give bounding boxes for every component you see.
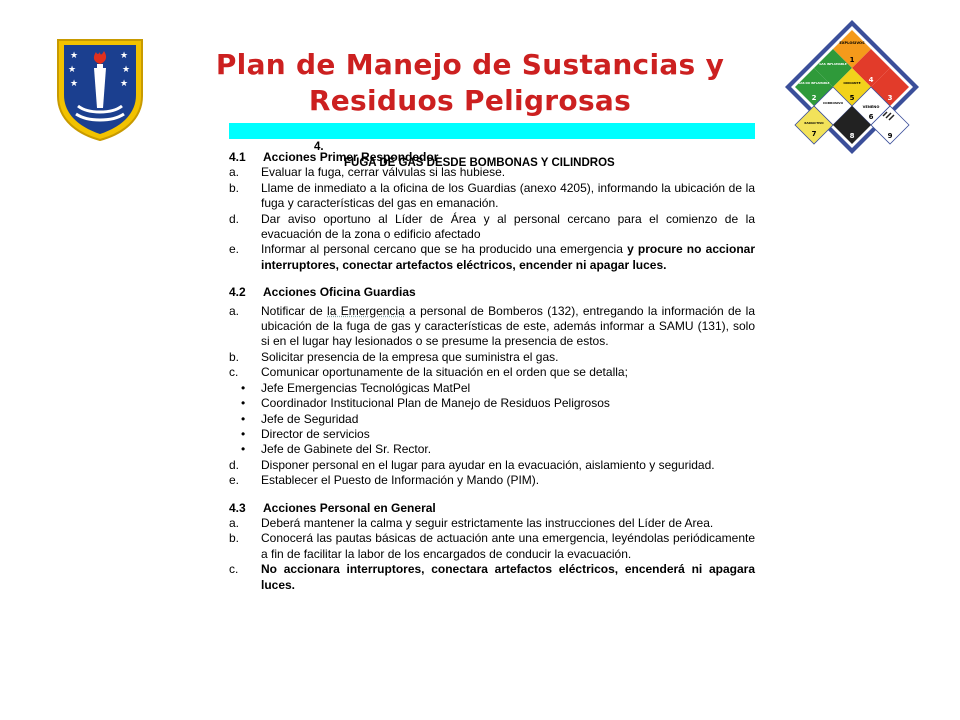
hazmat-label-12: RADIACTIVO — [804, 121, 824, 125]
section-heading-4-3 — [229, 501, 755, 516]
bullet-text: Jefe de Gabinete del Sr. Rector. — [261, 442, 432, 457]
bullet-icon: • — [241, 426, 246, 441]
hazmat-label-10: VENENO — [862, 105, 880, 109]
item-label: c. — [229, 562, 239, 577]
item-text: Evaluar la fuga, cerrar válvulas si las hubiese. — [261, 165, 506, 180]
hazmat-label-3: GAS NO INFLAMABLE — [798, 82, 830, 85]
svg-text:★: ★ — [122, 65, 131, 75]
hazmat-label-1: 1 — [849, 56, 855, 64]
hazmat-label-11: 6 — [868, 113, 874, 121]
bullet-item — [229, 442, 755, 457]
section-heading-4-1 — [229, 150, 755, 165]
item-label: e. — [229, 473, 240, 488]
bullet-text: Coordinador Institucional Plan de Manejo de Residuos Peligrosos — [261, 396, 610, 411]
hazmat-label-5: 4 — [868, 76, 874, 84]
slide-title — [170, 47, 770, 119]
item-label: b. — [229, 180, 240, 195]
bullet-text: Jefe Emergencias Tecnológicas MatPel — [261, 380, 471, 395]
hazmat-label-15: 9 — [887, 132, 893, 140]
item-text: Establecer el Puesto de Información y Mando (PIM). — [261, 473, 540, 488]
section-title: Acciones Primer Respondedor — [263, 150, 439, 164]
section-title: Acciones Personal en General — [263, 500, 436, 515]
slide-title-line-2: Residuos Peligrosas — [308, 84, 632, 117]
item-label: c. — [229, 365, 239, 380]
section-number: 4.2 — [229, 285, 246, 300]
banner-text: FUGA DE GAS DESDE BOMBONAS Y CILINDROS — [344, 157, 615, 169]
item-label: d. — [229, 457, 240, 472]
slide-title-line-1: Plan de Manejo de Sustancias y — [215, 48, 725, 81]
item-text: Solicitar presencia de la empresa que suministra el gas. — [261, 349, 559, 364]
bullet-item — [229, 396, 755, 411]
list-item — [229, 531, 755, 562]
hazmat-label-9: CORROSIVO — [822, 101, 844, 105]
item-text: Disponer personal en el lugar para ayudar en la evacuación, aislamiento y seguridad. — [261, 457, 715, 472]
hazmat-label-8: 5 — [849, 94, 855, 102]
list-item — [229, 165, 755, 180]
svg-text:★: ★ — [70, 51, 79, 61]
item-text: Notificar de — [261, 303, 323, 318]
list-item — [229, 212, 755, 243]
list-item — [229, 516, 755, 531]
bullet-text: Director de servicios — [261, 426, 370, 441]
list-item — [229, 365, 755, 380]
emergencia-link[interactable]: la Emergencia — [327, 303, 405, 318]
bullet-item — [229, 381, 755, 396]
list-item — [229, 473, 755, 488]
banner-number: 4. — [314, 141, 324, 153]
svg-text:★: ★ — [68, 65, 77, 75]
item-text: Dar aviso oportuno al Líder de Área y al personal cercano para el comienzo de la evacuación de la zona o edificio afectado — [261, 211, 755, 242]
item-text: Llame de inmediato a la oficina de los Guardias (anexo 4205), informando la ubicación de la fuga y características del gas en emanación. — [261, 180, 755, 211]
bullet-icon: • — [241, 442, 246, 457]
document-body — [229, 150, 755, 593]
hazmat-label-6: 3 — [887, 94, 893, 102]
item-text: Informar al personal cercano que se ha producido una emergencia — [261, 242, 623, 257]
item-bold-text: No accionara interruptores, conectara artefactos eléctricos, encenderá ni apagara luces. — [261, 562, 755, 592]
hazmat-label-7: OXIDANTE — [843, 81, 861, 85]
svg-text:★: ★ — [120, 79, 129, 89]
university-crest-logo — [54, 38, 146, 142]
item-label: a. — [229, 515, 240, 530]
list-item — [229, 242, 755, 273]
item-label: b. — [229, 349, 240, 364]
item-text: Deberá mantener la calma y seguir estrictamente las instrucciones del Líder de Area. — [261, 515, 714, 530]
item-label: a. — [229, 165, 240, 180]
list-item — [229, 458, 755, 473]
hazmat-placards-image — [783, 18, 921, 156]
list-item — [229, 350, 755, 365]
bullet-icon: • — [241, 396, 246, 411]
list-item — [229, 181, 755, 212]
item-label: d. — [229, 211, 240, 226]
list-item — [229, 562, 755, 593]
section-number: 4.1 — [229, 150, 246, 164]
item-label: e. — [229, 242, 240, 257]
hazmat-label-13: 7 — [811, 130, 817, 138]
bullet-item — [229, 412, 755, 427]
list-item — [229, 304, 755, 350]
item-label: b. — [229, 531, 240, 546]
item-text: Conocerá las pautas básicas de actuación ante una emergencia, leyéndolas periódicamente a fin de facilitar la labor de los encargados de conducir la evacuación. — [261, 531, 755, 561]
item-text: a personal de Bomberos (132), entregando la información de la ubicación de la fuga de gas y características de este, además informar a SAMU (131), solo si en el lugar hay lesionados o se presume la presencia de estos. — [261, 303, 755, 349]
hazmat-label-0: EXPLOSIVOS — [839, 41, 865, 45]
svg-text:★: ★ — [70, 79, 79, 89]
section-heading-4-2 — [229, 285, 755, 300]
item-bold-text: y procure no accionar interruptores, conectar artefactos eléctricos, encender ni apagar luces. — [261, 242, 756, 272]
item-text: Comunicar oportunamente de la situación en el orden que se detalla; — [261, 365, 628, 380]
svg-text:★: ★ — [120, 51, 129, 61]
section-number: 4.3 — [229, 500, 246, 515]
bullet-text: Jefe de Seguridad — [261, 411, 359, 426]
bullet-item — [229, 427, 755, 442]
hazmat-label-4: 2 — [811, 94, 817, 102]
bullet-icon: • — [241, 411, 246, 426]
bullet-icon: • — [241, 380, 246, 395]
hazmat-label-14: 8 — [849, 132, 855, 140]
item-label: a. — [229, 303, 240, 318]
hazmat-label-2: GAS INFLAMABLE — [819, 62, 847, 66]
section-title: Acciones Oficina Guardias — [263, 285, 416, 300]
